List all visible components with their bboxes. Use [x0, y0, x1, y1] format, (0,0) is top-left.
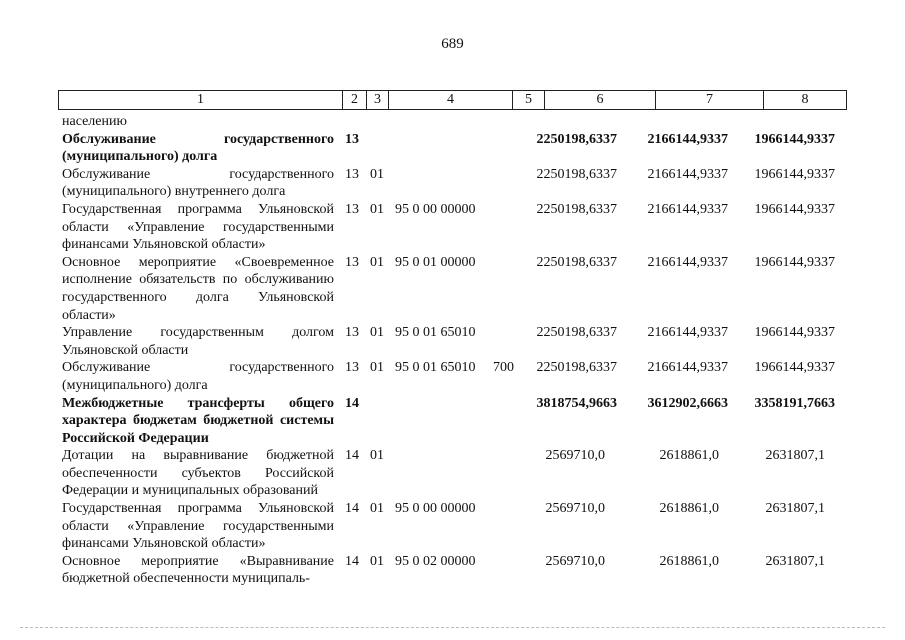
row-value-8: 3358191,7663 — [754, 395, 835, 411]
header-col-3: 3 — [367, 91, 389, 109]
row-name: Основное мероприятие «Выравнивание бюджетной обеспеченности муниципаль- — [62, 553, 334, 587]
table-row — [62, 447, 852, 500]
table-row — [62, 324, 852, 359]
table-row — [62, 131, 852, 166]
row-value-6: 2250198,6337 — [536, 166, 617, 182]
row-section: 13 — [345, 360, 359, 376]
scan-edge — [20, 627, 885, 630]
row-name: Обслуживание государственного (муниципального) внутреннего долга — [62, 166, 334, 200]
row-target-code: 95 0 01 65010 — [395, 325, 476, 341]
row-value-7: 2618861,0 — [659, 501, 719, 517]
table-body — [62, 113, 852, 588]
row-section: 14 — [345, 448, 359, 464]
table-row — [62, 500, 852, 553]
row-name: Управление государственным долгом Ульяновской области — [62, 325, 334, 358]
row-value-8: 1966144,9337 — [754, 360, 835, 376]
row-value-7: 2166144,9337 — [647, 325, 728, 341]
row-value-7: 2166144,9337 — [647, 131, 728, 147]
row-value-6: 2250198,6337 — [536, 131, 617, 147]
row-section: 14 — [345, 395, 359, 411]
header-col-6: 6 — [545, 91, 656, 109]
row-name: Межбюджетные трансферты общего характера бюджетам бюджетной системы Российской Федерации — [62, 395, 334, 446]
row-subsection: 01 — [370, 166, 384, 182]
row-value-8: 1966144,9337 — [754, 131, 835, 147]
table-row — [62, 254, 852, 324]
row-value-7: 2618861,0 — [659, 448, 719, 464]
row-value-6: 2250198,6337 — [536, 325, 617, 341]
row-value-6: 2569710,0 — [545, 553, 605, 569]
lead-text: населению — [62, 114, 127, 129]
row-name: Обслуживание государственного (муниципального) долга — [62, 131, 334, 165]
table-row — [62, 359, 852, 394]
row-value-7: 2166144,9337 — [647, 360, 728, 376]
row-value-7: 2166144,9337 — [647, 166, 728, 182]
table-row — [62, 553, 852, 588]
row-value-7: 3612902,6663 — [647, 395, 728, 411]
row-name: Обслуживание государственного (муниципального) долга — [62, 360, 334, 393]
row-value-6: 2250198,6337 — [536, 360, 617, 376]
row-subsection: 01 — [370, 448, 384, 464]
row-target-code: 95 0 01 65010 — [395, 360, 476, 376]
row-value-6: 3818754,9663 — [536, 395, 617, 411]
header-col-1: 1 — [59, 91, 343, 109]
row-name: Государственная программа Ульяновской области «Управление государственными финансами Ульяновской области» — [62, 501, 334, 552]
page-number: 689 — [441, 36, 464, 52]
row-section: 13 — [345, 254, 359, 270]
row-subsection: 01 — [370, 360, 384, 376]
row-value-6: 2250198,6337 — [536, 254, 617, 270]
row-value-8: 2631807,1 — [765, 553, 825, 569]
row-name: Дотации на выравнивание бюджетной обеспеченности субъектов Российской Федерации и муниципальных образований — [62, 448, 334, 499]
row-value-6: 2569710,0 — [545, 448, 605, 464]
row-subsection: 01 — [370, 201, 384, 217]
row-expense-type: 700 — [493, 360, 514, 376]
row-section: 13 — [345, 131, 359, 147]
row-value-7: 2618861,0 — [659, 553, 719, 569]
header-col-8: 8 — [801, 92, 809, 107]
row-section: 13 — [345, 201, 359, 217]
row-value-8: 1966144,9337 — [754, 254, 835, 270]
row-value-8: 1966144,9337 — [754, 201, 835, 217]
row-target-code: 95 0 01 00000 — [395, 254, 476, 270]
table-row — [62, 201, 852, 254]
row-subsection: 01 — [370, 254, 384, 270]
lead-text-row — [62, 113, 852, 131]
row-target-code: 95 0 00 00000 — [395, 501, 476, 517]
row-name: Основное мероприятие «Своевременное исполнение обязательств по обслуживанию государственного долга Ульяновской области» — [62, 254, 334, 323]
header-col-5: 5 — [513, 91, 545, 109]
row-subsection: 01 — [370, 501, 384, 517]
row-section: 14 — [345, 553, 359, 569]
row-section: 13 — [345, 325, 359, 341]
table-row — [62, 395, 852, 448]
row-value-6: 2250198,6337 — [536, 201, 617, 217]
row-section: 14 — [345, 501, 359, 517]
row-value-8: 1966144,9337 — [754, 325, 835, 341]
row-value-7: 2166144,9337 — [647, 201, 728, 217]
row-value-8: 2631807,1 — [765, 448, 825, 464]
row-target-code: 95 0 02 00000 — [395, 553, 476, 569]
row-name: Государственная программа Ульяновской области «Управление государственными финансами Ульяновской области» — [62, 201, 334, 253]
row-value-6: 2569710,0 — [545, 501, 605, 517]
row-target-code: 95 0 00 00000 — [395, 201, 476, 217]
row-value-8: 1966144,9337 — [754, 166, 835, 182]
header-col-4: 4 — [389, 91, 513, 109]
row-subsection: 01 — [370, 553, 384, 569]
row-value-7: 2166144,9337 — [647, 254, 728, 270]
header-col-2: 2 — [343, 91, 367, 109]
table-header — [58, 90, 847, 110]
table-row — [62, 166, 852, 201]
header-col-7: 7 — [656, 91, 764, 109]
row-subsection: 01 — [370, 325, 384, 341]
row-section: 13 — [345, 166, 359, 182]
row-value-8: 2631807,1 — [765, 501, 825, 517]
